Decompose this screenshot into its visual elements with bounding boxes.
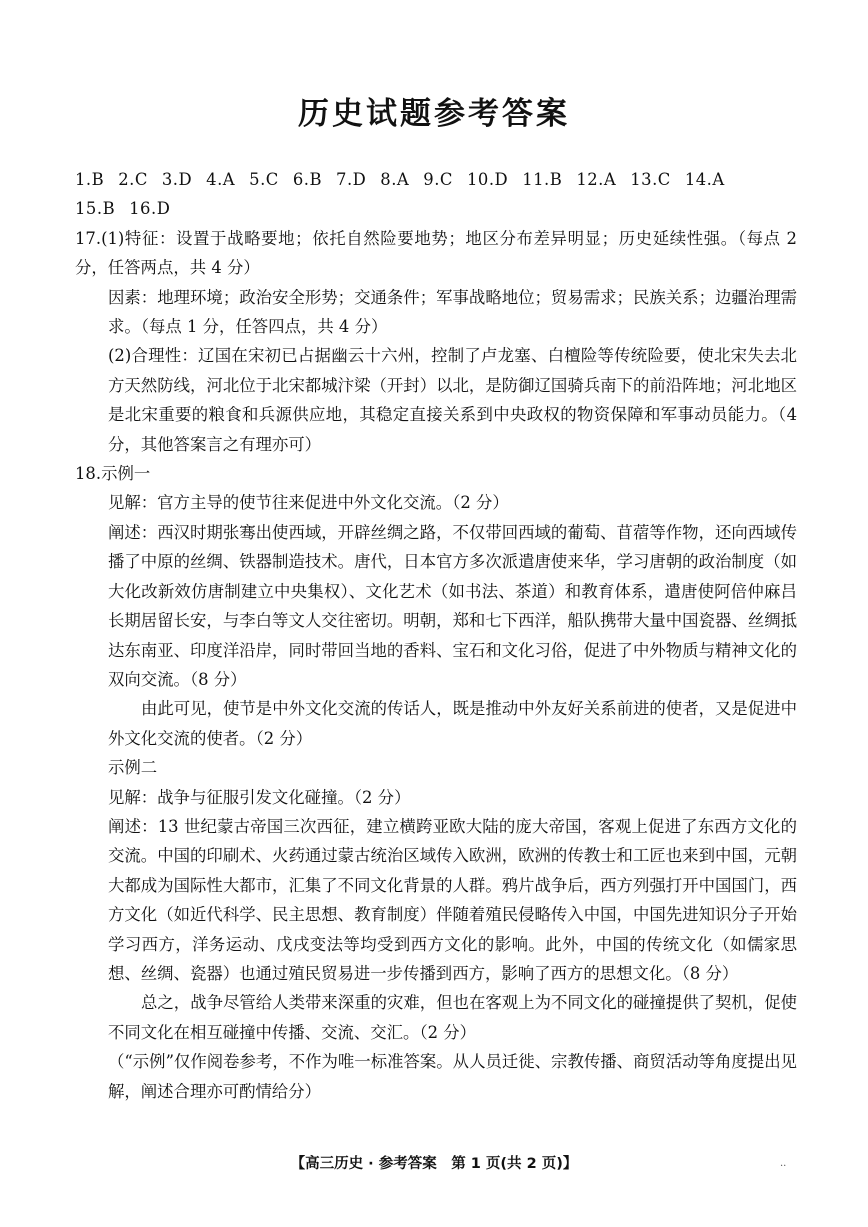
- mc-answer: 15.B: [75, 199, 116, 219]
- footer-marks: ..: [780, 1158, 787, 1169]
- page-footer: 【高三历史 · 参考答案 第 1 页(共 2 页)】: [290, 1156, 578, 1172]
- mc-answer: 1.B: [75, 170, 105, 189]
- mc-answer: 11.B: [522, 170, 563, 189]
- mc-answers-row-2: [75, 194, 797, 223]
- mc-answers-row-1: [75, 165, 797, 194]
- q18-example1-summary: 由此可见，使节是中外文化交流的传话人，既是推动中外友好关系前进的使者，又是促进中外文化交流的使者。（2 分）: [108, 699, 797, 748]
- mc-answer: 16.D: [129, 199, 171, 219]
- mc-answer: 5.C: [249, 170, 279, 189]
- q17-part1-factors: 因素：地理环境；政治安全形势；交通条件；军事战略地位；贸易需求；民族关系；边疆治理需求。（每点 1 分，任答四点，共 4 分）: [108, 287, 797, 337]
- q18-example1-body: 阐述：西汉时期张骞出使西域，开辟丝绸之路，不仅带回西域的葡萄、苜蓿等作物，还向西域传播了中原的丝绸、铁器制造技术。唐代，日本官方多次派遣唐使来华，学习唐朝的政治制度（如大化改新效仿唐制建立中央集权）、文化艺术（如书法、茶道）和教育体系，遣唐使阿倍仲麻吕长期居留长安，与李白等文人交往密切。明朝，郑和七下西洋，船队携带大量中国瓷器、丝绸抵达东南亚、印度洋沿岸，同时带回当地的香料、宝石和文化习俗，促进了中外物质与精神文化的双向交流。（8 分）: [108, 522, 797, 689]
- q18-example2-summary: 总之，战争尽管给人类带来深重的灾难，但也在客观上为不同文化的碰撞提供了契机，促使不同文化在相互碰撞中传播、交流、交汇。（2 分）: [108, 993, 797, 1042]
- q18-example2-view: 见解：战争与征服引发文化碰撞。（2 分）: [108, 787, 411, 807]
- mc-answer: 3.D: [161, 170, 193, 189]
- mc-answer: 12.A: [576, 170, 617, 189]
- q18-grading-note: （“示例”仅作阅卷参考，不作为唯一标准答案。从人员迁徙、宗教传播、商贸活动等角度提出见解，阐述合理亦可酌情给分）: [108, 1052, 797, 1101]
- mc-answer: 9.C: [423, 170, 453, 189]
- q17-part1-features: 17.(1)特征：设置于战略要地；依托自然险要地势；地区分布差异明显；历史延续性强。（每点 2 分，任答两点，共 4 分）: [75, 228, 797, 278]
- answer-content: [75, 165, 797, 1106]
- mc-answer: 7.D: [336, 170, 367, 189]
- mc-answer: 2.C: [118, 170, 148, 189]
- q18-example1-view: 见解：官方主导的使节往来促进中外文化交流。（2 分）: [108, 493, 509, 513]
- q17-part2-rationale: (2)合理性：辽国在宋初已占据幽云十六州，控制了卢龙塞、白檀险等传统险要，使北宋失去北方天然防线，河北位于北宋都城汴梁（开封）以北，是防御辽国骑兵南下的前沿阵地；河北地区是北宋重要的粮食和兵源供应地，其稳定直接关系到中央政权的物资保障和军事动员能力。（4 分，其他答案言之有理亦可）: [108, 346, 797, 454]
- q18-example1-heading: 18.示例一: [75, 464, 151, 484]
- mc-answer: 10.D: [466, 170, 509, 189]
- mc-answer: 14.A: [684, 170, 725, 189]
- mc-answer: 6.B: [292, 170, 323, 189]
- mc-answer: 8.A: [380, 170, 410, 189]
- page-title: 历史试题参考答案: [298, 96, 570, 132]
- mc-answer: 13.C: [630, 170, 671, 189]
- mc-answer: 4.A: [206, 170, 236, 189]
- q18-example2-heading: 示例二: [108, 758, 158, 778]
- q18-example2-body: 阐述：13 世纪蒙古帝国三次西征，建立横跨亚欧大陆的庞大帝国，客观上促进了东西方文化的交流。中国的印刷术、火药通过蒙古统治区域传入欧洲，欧洲的传教士和工匠也来到中国，元朝大都成为国际性大都市，汇集了不同文化背景的人群。鸦片战争后，西方列强打开中国国门，西方文化（如近代科学、民主思想、教育制度）伴随着殖民侵略传入中国，中国先进知识分子开始学习西方，洋务运动、戊戌变法等均受到西方文化的影响。此外，中国的传统文化（如儒家思想、丝绸、瓷器）也通过殖民贸易进一步传播到西方，影响了西方的思想文化。（8 分）: [108, 816, 797, 983]
